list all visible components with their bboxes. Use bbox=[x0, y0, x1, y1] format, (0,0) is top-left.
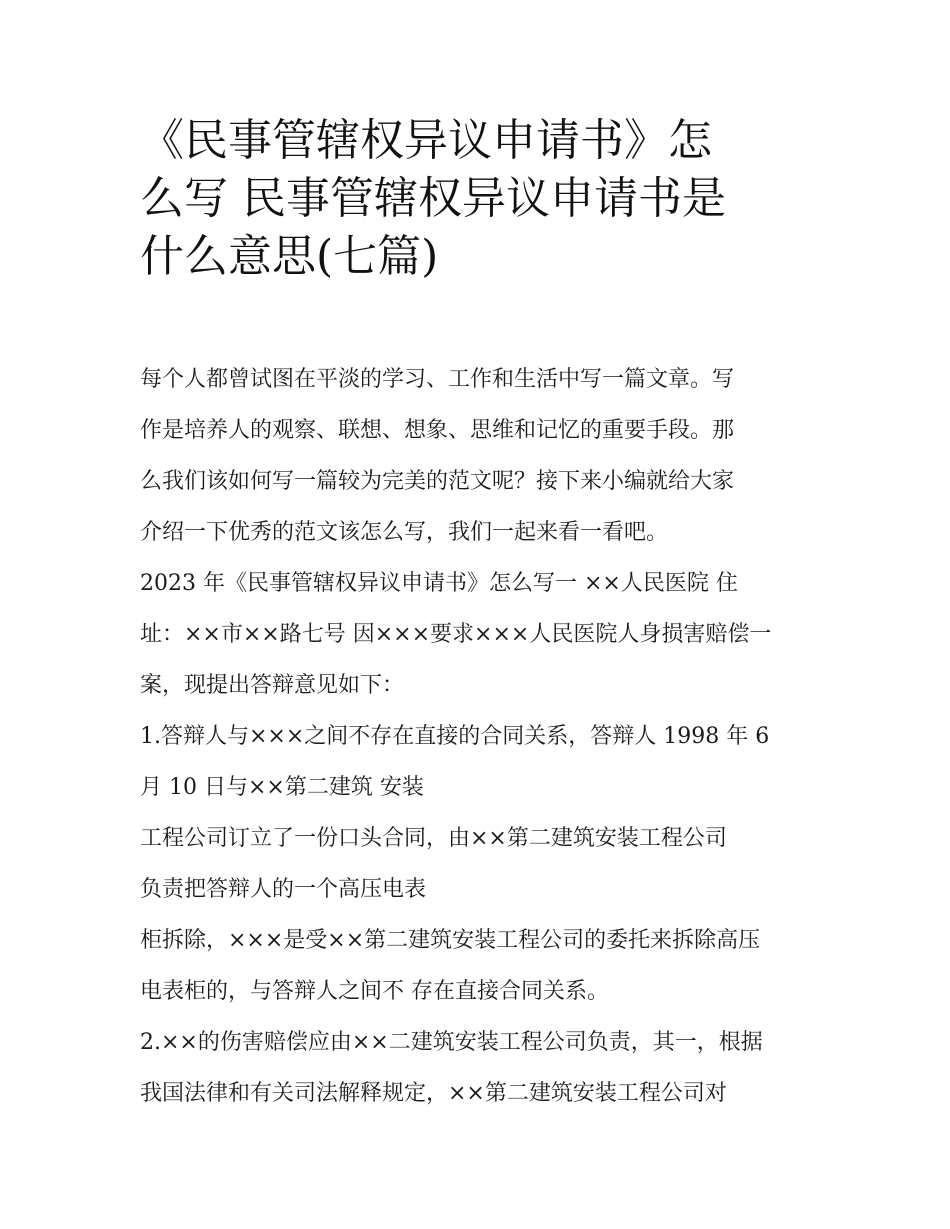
body-line: 工程公司订立了一份口头合同，由××第二建筑安装工程公司 bbox=[140, 826, 727, 851]
body-line: 1.答辩人与×××之间不存在直接的合同关系，答辩人 1998 年 6 bbox=[140, 724, 770, 749]
body-line: 每个人都曾试图在平淡的学习、工作和生活中写一篇文章。写 bbox=[140, 367, 735, 392]
body-line: 2.××的伤害赔偿应由××二建筑安装工程公司负责，其一，根据 bbox=[140, 1030, 763, 1055]
body-line: 电表柜的，与答辩人之间不 存在直接合同关系。 bbox=[140, 979, 609, 1004]
body-line: 址：××市××路七号 因×××要求×××人民医院人身损害赔偿一 bbox=[140, 622, 772, 647]
body-line: 负责把答辩人的一个高压电表 bbox=[140, 877, 427, 902]
body-line: 柜拆除，×××是受××第二建筑安装工程公司的委托来拆除高压 bbox=[140, 928, 761, 953]
body-line: 案，现提出答辩意见如下： bbox=[140, 673, 405, 698]
document-body bbox=[140, 354, 830, 1119]
body-line: 我国法律和有关司法解释规定，××第二建筑安装工程公司对 bbox=[140, 1081, 727, 1106]
body-line: 作是培养人的观察、联想、想象、思维和记忆的重要手段。那 bbox=[140, 418, 735, 443]
document-title bbox=[140, 112, 840, 286]
body-line: 介绍一下优秀的范文该怎么写，我们一起来看一看吧。 bbox=[140, 520, 669, 545]
title-line: 么写 民事管辖权异议申请书是 bbox=[140, 173, 726, 224]
body-line: 2023 年《民事管辖权异议申请书》怎么写一 ××人民医院 住 bbox=[140, 571, 738, 596]
title-line: 什么意思(七篇) bbox=[140, 231, 439, 282]
title-line: 《民事管辖权异议申请书》怎 bbox=[140, 115, 712, 166]
body-line: 月 10 日与××第二建筑 安装 bbox=[140, 775, 424, 800]
body-line: 么我们该如何写一篇较为完美的范文呢？接下来小编就给大家 bbox=[140, 469, 735, 494]
